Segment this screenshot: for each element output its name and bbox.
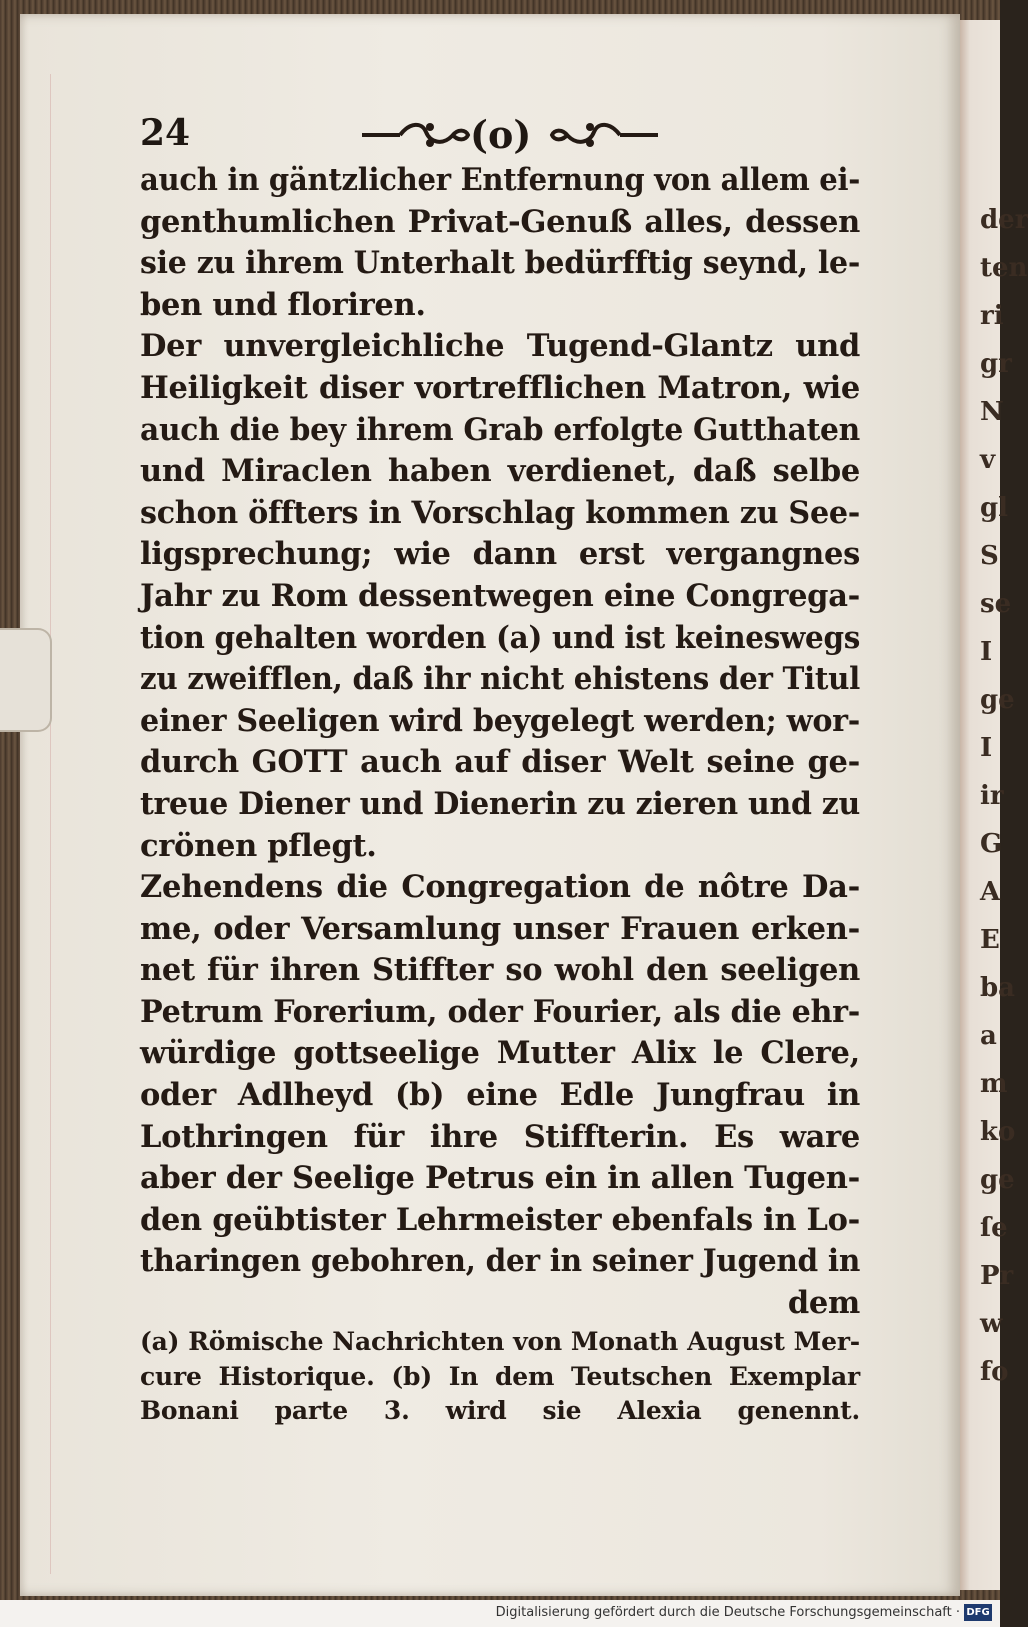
text-line: durch GOTT auch auf diser Welt seine ge- — [140, 744, 860, 781]
footnotes — [140, 1325, 860, 1429]
text-line: Der unvergleichliche Tugend-Glantz und — [140, 328, 860, 365]
facing-page-fragment: I — [980, 733, 993, 763]
text-line: Zehendens die Congregation de nôtre Da- — [140, 869, 860, 906]
facing-page-fragment: v — [980, 445, 996, 475]
ornament-right-icon — [550, 118, 660, 152]
facing-page-fragment: a — [980, 1021, 997, 1051]
facing-page-fragment: ſe — [980, 1213, 1008, 1243]
facing-page-fragment: ko — [980, 1117, 1016, 1147]
facing-page-fragment: der — [980, 205, 1028, 235]
footnote-line: cure Historique. (b) In dem Teutschen Exemplar — [140, 1361, 860, 1391]
footer-credit: Digitalisierung gefördert durch die Deutsche Forschungsgemeinschaft · — [495, 1605, 960, 1620]
ornament-left-icon — [360, 118, 470, 152]
facing-page-fragment: ge — [980, 1165, 1015, 1195]
footnote-line: (a) Römische Nachrichten von Monath August Mer- — [140, 1327, 860, 1356]
text-line: auch in gäntzlicher Entfernung von allem ei- — [140, 162, 860, 198]
facing-page-fragment: gr — [980, 349, 1012, 379]
facing-page-fragment: Pr — [980, 1261, 1014, 1291]
facing-page-fragment: ge — [980, 685, 1015, 715]
text-line: würdige gottseelige Mutter Alix le Clere, — [140, 1035, 860, 1072]
facing-page-fragment: G — [980, 829, 1003, 859]
facing-page-fragment: S — [980, 541, 999, 571]
page-edge-line — [50, 74, 51, 1574]
facing-page-fragment: ten — [980, 253, 1028, 283]
running-head: (o) — [470, 112, 532, 157]
catchword: dem — [787, 1285, 860, 1322]
text-line: ben und floriren. — [140, 286, 426, 323]
text-line: aber der Seelige Petrus ein in allen Tugen- — [140, 1160, 860, 1197]
facing-page-fragment: gl — [980, 493, 1009, 523]
facing-page-fragment: I — [980, 637, 993, 667]
page-number: 24 — [140, 112, 191, 154]
text-line: Petrum Forerium, oder Fourier, als die ehr- — [140, 993, 860, 1030]
page-header — [140, 110, 860, 160]
text-line: und Miraclen haben verdienet, daß selbe — [140, 453, 860, 490]
text-line: schon öffters in Vorschlag kommen zu See- — [140, 494, 860, 531]
facing-page-fragment: m — [980, 1069, 1008, 1099]
text-line: ligsprechung; wie dann erst vergangnes — [140, 536, 860, 573]
text-line: crönen pflegt. — [140, 827, 377, 864]
text-line: Jahr zu Rom dessentwegen eine Congrega- — [140, 577, 860, 614]
text-line: zu zweifflen, daß ihr nicht ehistens der Titul — [140, 661, 860, 698]
facing-page-fragment: ba — [980, 973, 1016, 1003]
text-line: den geübtister Lehrmeister ebenfals in Lo- — [140, 1201, 860, 1238]
facing-page-fragment: ir — [980, 781, 1004, 811]
footnote-line: Bonani parte 3. wird sie Alexia genennt. — [140, 1396, 860, 1425]
facing-page-fragment: N — [980, 397, 1004, 427]
text-line: tharingen gebohren, der in seiner Jugend in — [140, 1243, 860, 1280]
text-line: sie zu ihrem Unterhalt bedürfftig seynd, le- — [140, 245, 860, 282]
facing-page-fragment: E — [980, 925, 1000, 955]
facing-page-fragment: se — [980, 589, 1012, 619]
page-tab-marker — [0, 628, 52, 732]
text-line: net für ihren Stiffter so wohl den seeligen — [140, 952, 860, 989]
text-line: oder Adlheyd (b) eine Edle Jungfrau in — [140, 1077, 860, 1114]
dfg-logo-icon: DFG — [964, 1604, 992, 1621]
facing-page-fragment: A — [980, 877, 1001, 907]
digitization-footer — [0, 1600, 1000, 1627]
facing-page-fragment: w — [980, 1309, 1003, 1339]
text-line: treue Diener und Dienerin zu zieren und zu — [140, 785, 860, 822]
text-line: me, oder Versamlung unser Frauen erken- — [140, 910, 860, 947]
facing-page-fragment: fo — [980, 1357, 1009, 1387]
text-line: auch die bey ihrem Grab erfolgte Gutthaten — [140, 411, 860, 448]
text-line: einer Seeligen wird beygelegt werden; wor- — [140, 702, 860, 739]
body-text — [140, 160, 860, 1325]
facing-page-fragment: ri — [980, 301, 1004, 331]
text-line: genthumlichen Privat-Genuß alles, dessen — [140, 203, 860, 240]
facing-page-edge — [960, 20, 1028, 1590]
text-line: Heiligkeit diser vortrefflichen Matron, wie — [140, 369, 860, 406]
text-line: Lothringen für ihre Stiffterin. Es ware — [140, 1118, 860, 1155]
text-line: tion gehalten worden (a) und ist keineswegs — [140, 619, 860, 656]
